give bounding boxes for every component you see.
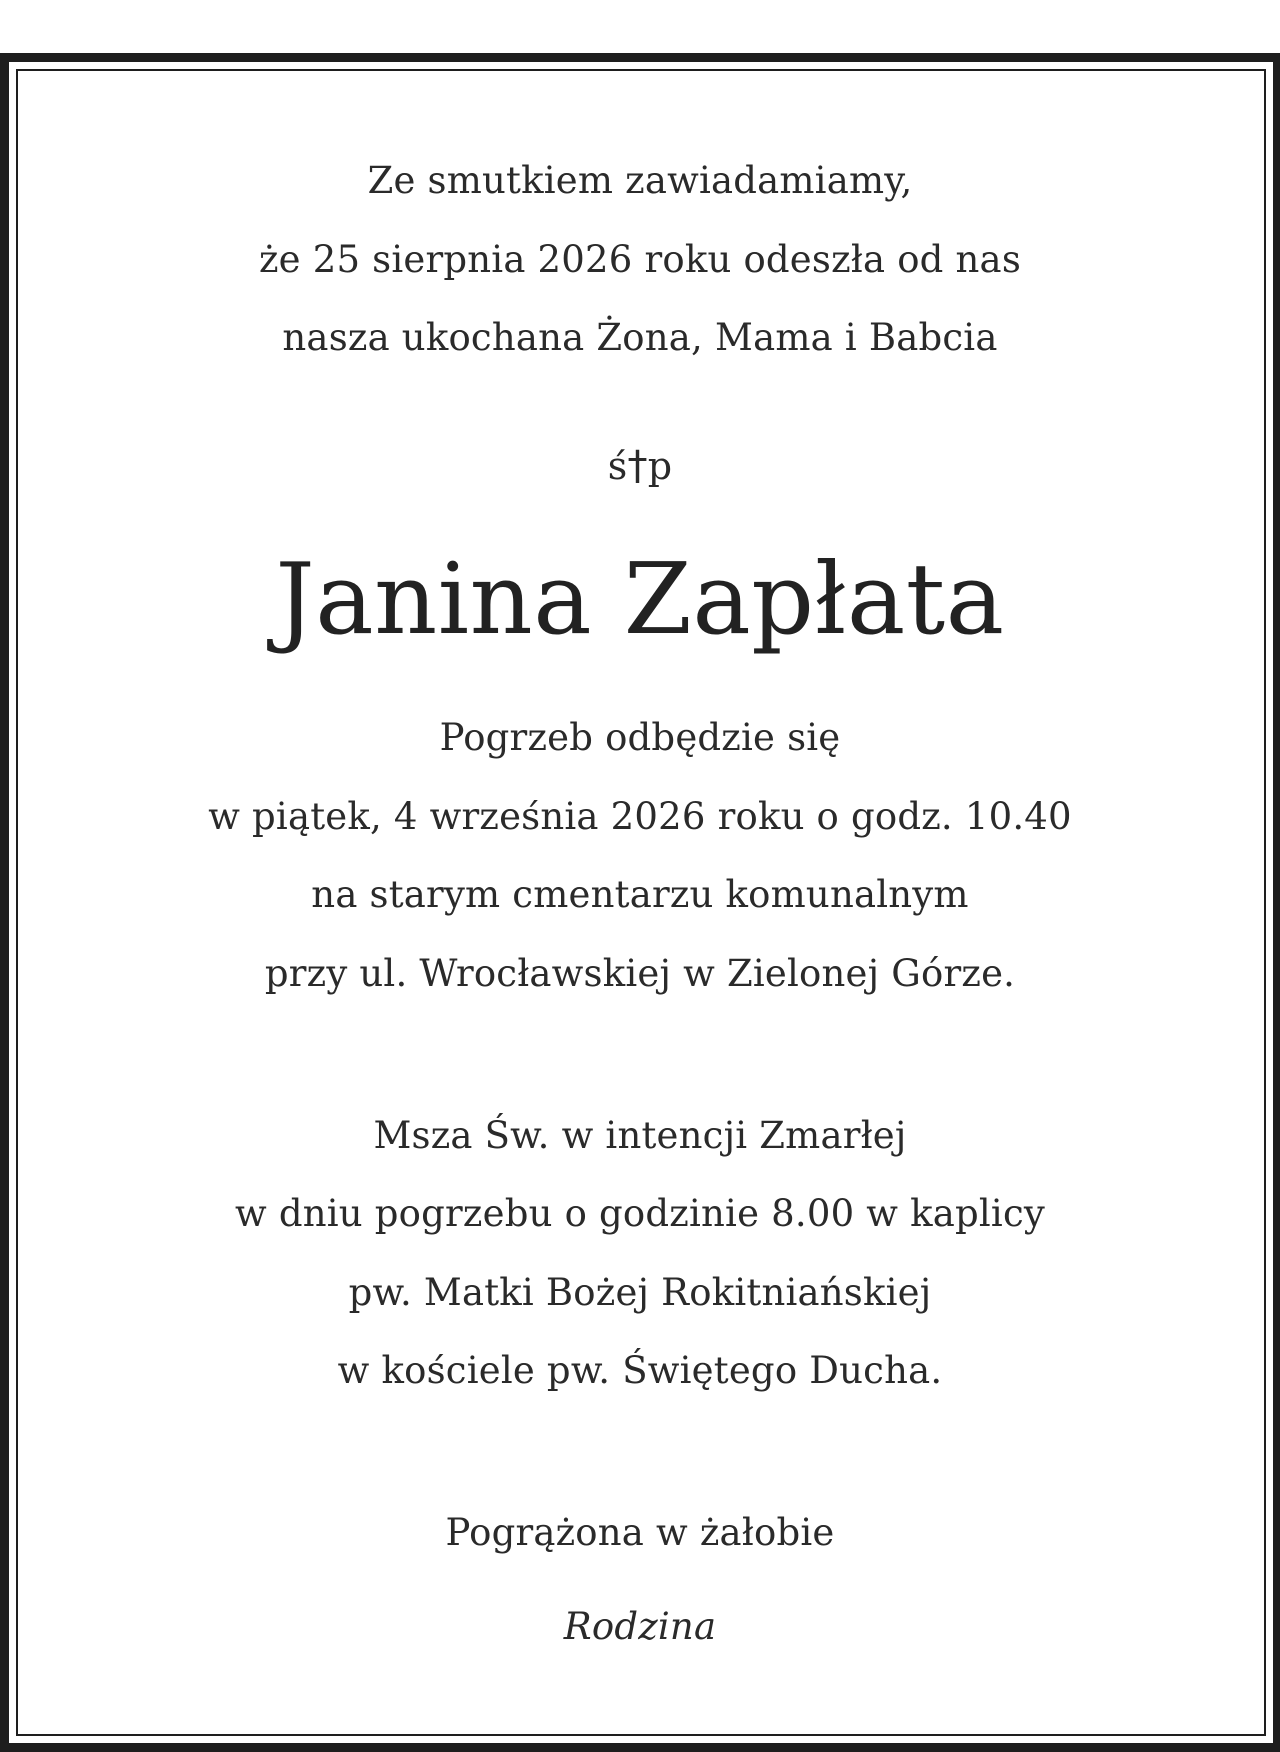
stp-prefix: ś (607, 444, 628, 488)
stp-suffix: p (647, 444, 673, 488)
mass-line-3: pw. Matki Bożej Rokitniańskiej (348, 1271, 932, 1314)
intro-line-3: nasza ukochana Żona, Mama i Babcia (282, 316, 998, 359)
signature: Rodzina (563, 1605, 717, 1648)
mass-line-2: w dniu pogrzebu o godzinie 8.00 w kaplicy (235, 1192, 1045, 1235)
intro-line-1: Ze smutkiem zawiadamiamy, (367, 159, 913, 202)
closing-line: Pogrążona w żałobie (445, 1511, 835, 1554)
funeral-line-1: Pogrzeb odbędzie się (439, 716, 841, 759)
funeral-line-2: w piątek, 4 września 2026 roku o godz. 10.40 (208, 795, 1072, 838)
stp-marker (0, 443, 1280, 489)
cross-icon: † (627, 443, 648, 489)
funeral-line-4: przy ul. Wrocławskiej w Zielonej Górze. (264, 952, 1016, 995)
intro-line-2: że 25 sierpnia 2026 roku odeszła od nas (258, 238, 1022, 281)
mass-line-4: w kościele pw. Świętego Ducha. (337, 1349, 943, 1392)
mass-line-1: Msza Św. w intencji Zmarłej (373, 1114, 907, 1157)
deceased-name: Janina Zapłata (275, 543, 1005, 657)
funeral-line-3: na starym cmentarzu komunalnym (311, 873, 969, 916)
